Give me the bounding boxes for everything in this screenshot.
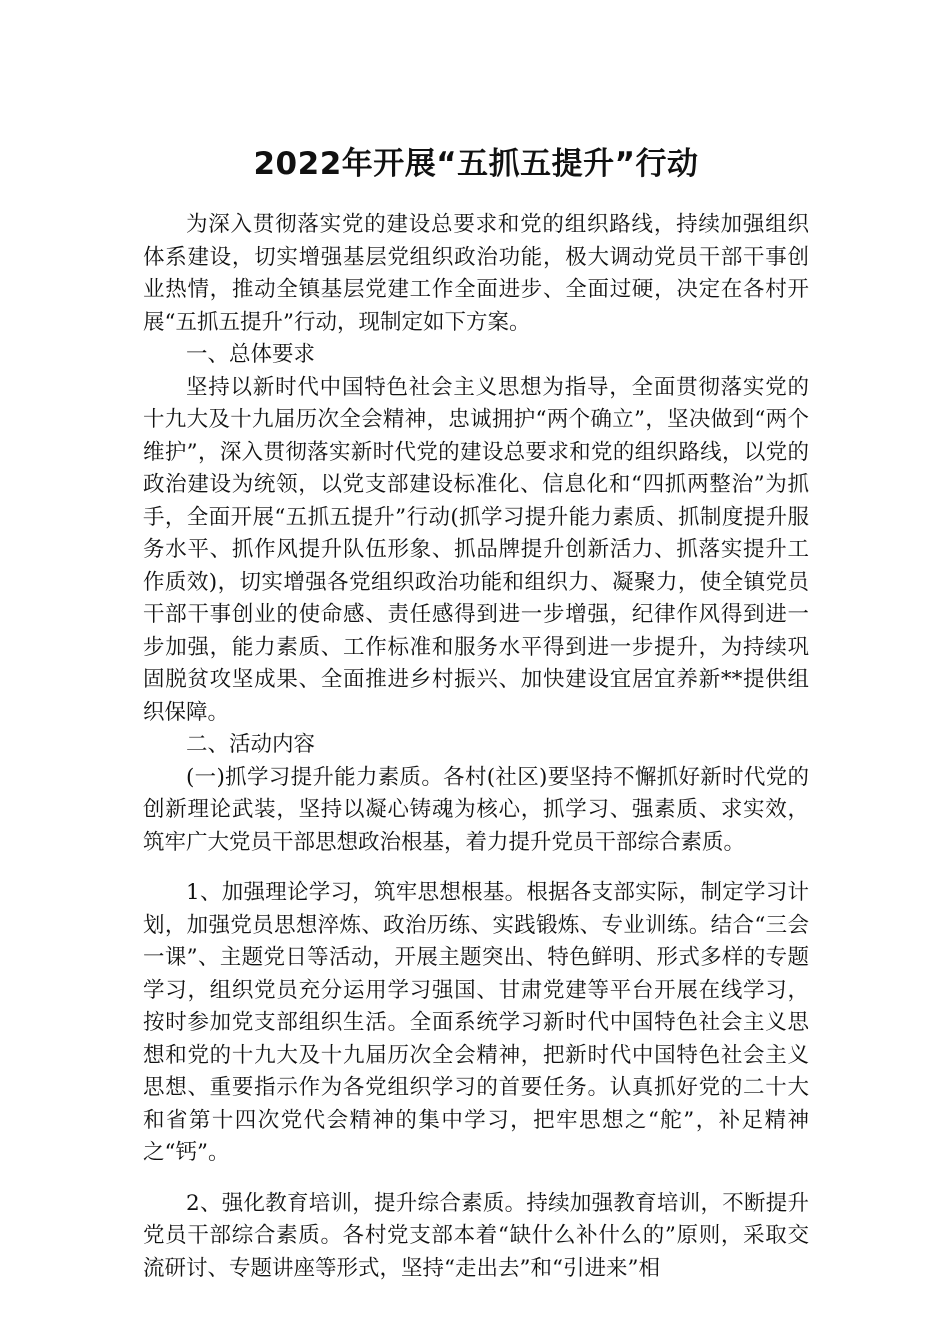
section-heading-activity-content: 二、活动内容: [186, 732, 316, 757]
theory-study-paragraph: 1、加强理论学习，筑牢思想根基。根据各支部实际，制定学习计划，加强党员思想淬炼、政治历练、实践锻炼、专业训练。结合“三会一课”、主题党日等活动，开展主题突出、特色鲜明、形式多样的专题学习，组织党员充分运用学习强国、甘肃党建等平台开展在线学习，按时参加党支部组织生活。全面系统学习新时代中国特色社会主义思想和党的十九大及十九届历次全会精神，把新时代中国特色社会主义思想、重要指示作为各党组织学习的首要任务。认真抓好党的二十大和省第十四次党代会精神的集中学习，把牢思想之“舵”，补足精神之“钙”。: [143, 880, 809, 1165]
general-requirements-paragraph: 坚持以新时代中国特色社会主义思想为指导，全面贯彻落实党的十九大及十九届历次全会精神，忠诚拥护“两个确立”，坚决做到“两个维护”，深入贯彻落实新时代党的建设总要求和党的组织路线，以党的政治建设为统领，以党支部建设标准化、信息化和“四抓两整治”为抓手，全面开展“五抓五提升”行动(抓学习提升能力素质、抓制度提升服务水平、抓作风提升队伍形象、抓品牌提升创新活力、抓落实提升工作质效)，切实增强各党组织政治功能和组织力、凝聚力，使全镇党员干部干事创业的使命感、责任感得到进一步增强，纪律作风得到进一步加强，能力素质、工作标准和服务水平得到进一步提升，为持续巩固脱贫攻坚成果、全面推进乡村振兴、加快建设宜居宜养新**提供组织保障。: [143, 374, 809, 725]
activity-item-1-paragraph: (一)抓学习提升能力素质。各村(社区)要坚持不懈抓好新时代党的创新理论武装，坚持以凝心铸魂为核心，抓学习、强素质、求实效，筑牢广大党员干部思想政治根基，着力提升党员干部综合素质。: [143, 764, 809, 855]
education-training-paragraph: 2、强化教育培训，提升综合素质。持续加强教育培训，不断提升党员干部综合素质。各村党支部本着“缺什么补什么的”原则，采取交流研讨、专题讲座等形式，坚持“走出去”和“引进来”相: [143, 1190, 809, 1281]
section-heading-general-requirements: 一、总体要求: [186, 342, 316, 367]
document-title: 2022年开展“五抓五提升”行动: [253, 146, 699, 182]
intro-paragraph: 为深入贯彻落实党的建设总要求和党的组织路线，持续加强组织体系建设，切实增强基层党组织政治功能，极大调动党员干部干事创业热情，推动全镇基层党建工作全面进步、全面过硬，决定在各村开展“五抓五提升”行动，现制定如下方案。: [143, 212, 809, 335]
